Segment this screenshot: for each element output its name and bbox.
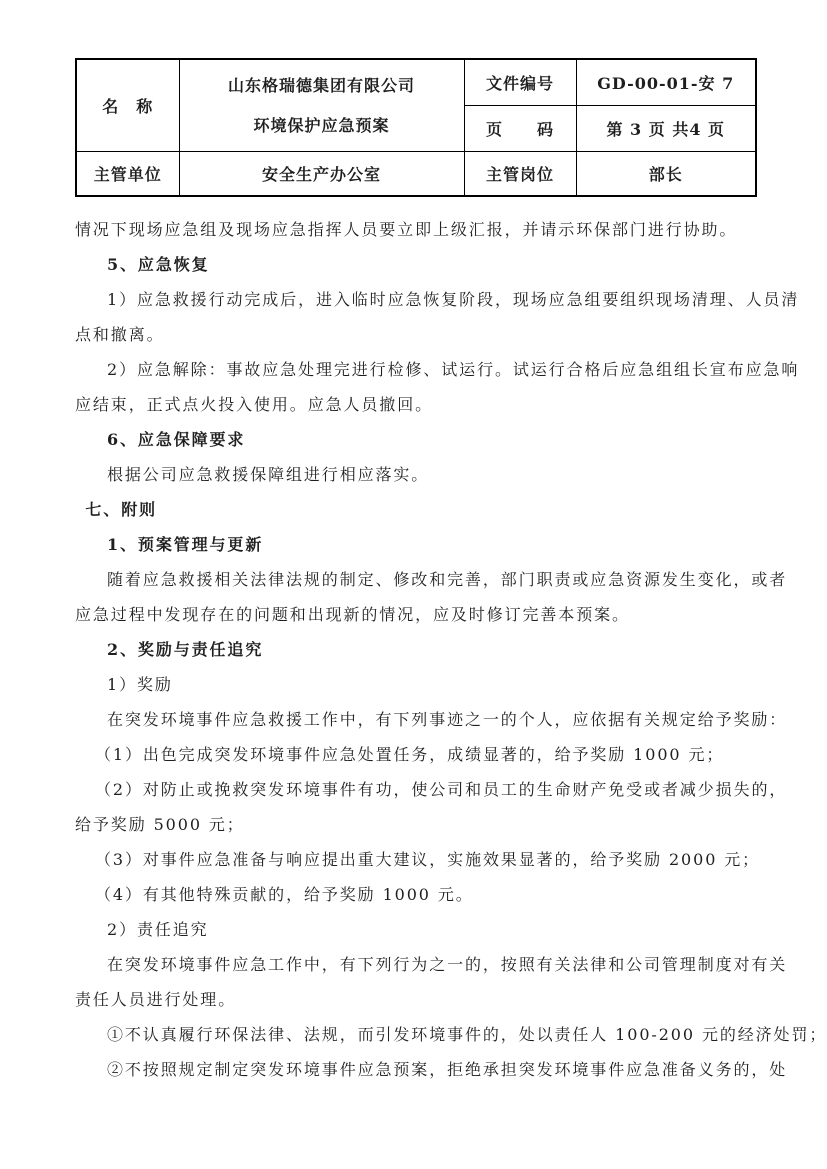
body-line: 1）奖励 [107,675,173,694]
section-heading: 1、预案管理与更新 [107,535,264,554]
body-line: 1）应急救援行动完成后，进入临时应急恢复阶段，现场应急组要组织现场清理、人员清 [107,290,800,309]
body-line: 点和撤离。 [75,325,165,344]
supervising-unit-value: 安全生产办公室 [179,152,464,197]
supervising-unit-label: 主管单位 [76,152,179,197]
page-number-value: 第 3 页 共4 页 [576,106,756,152]
body-line: 随着应急救援相关法律法规的制定、修改和完善，部门职责或应急资源发生变化，或者 [107,570,788,589]
doc-number-value: GD-00-01-安 7 [576,59,756,106]
body-line: （3）对事件应急准备与响应提出重大建议，实施效果显著的，给予奖励 2000 元； [95,850,761,869]
section-heading: 5、应急恢复 [107,255,210,274]
body-line: 责任人员进行处理。 [75,990,237,1009]
section-heading: 6、应急保障要求 [107,430,246,449]
doc-number-label: 文件编号 [464,59,576,106]
page-number-label: 页 码 [464,106,576,152]
body-line: 根据公司应急救援保障组进行相应落实。 [107,465,430,484]
body-line: 应结束，正式点火投入使用。应急人员撤回。 [75,395,434,414]
body-line: 在突发环境事件应急工作中，有下列行为之一的，按照有关法律和公司管理制度对有关 [107,955,788,974]
supervising-post-value: 部长 [576,152,756,197]
supervising-post-label: 主管岗位 [464,152,576,197]
section-heading: 2、奖励与责任追究 [107,640,264,659]
header-table [75,58,757,197]
body-line: ②不按照规定制定突发环境事件应急预案，拒绝承担突发环境事件应急准备义务的，处 [107,1060,788,1079]
document-title-line2: 环境保护应急预案 [253,115,390,135]
body-line: （4）有其他特殊贡献的，给予奖励 1000 元。 [95,885,474,904]
body-line: 情况下现场应急组及现场应急指挥人员要立即上级汇报，并请示环保部门进行协助。 [75,220,738,239]
body-line: 应急过程中发现存在的问题和出现新的情况，应及时修订完善本预案。 [75,605,630,624]
document-title-cell [179,59,464,152]
body-line: （1）出色完成突发环境事件应急处置任务，成绩显著的，给予奖励 1000 元； [95,745,725,764]
body-line: 给予奖励 5000 元； [75,815,245,834]
document-title-line1: 山东格瑞德集团有限公司 [227,75,415,95]
body-line: （2）对防止或挽救突发环境事件有功，使公司和员工的生命财产免受或者减少损失的， [95,780,788,799]
section-heading: 七、附则 [85,500,157,519]
body-line: 2）应急解除：事故应急处理完进行检修、试运行。试运行合格后应急组组长宣布应急响 [107,360,800,379]
body-line: 在突发环境事件应急救援工作中，有下列事迹之一的个人，应依据有关规定给予奖励： [107,710,788,729]
document-body [75,212,827,1087]
body-line: ①不认真履行环保法律、法规，而引发环境事件的，处以责任人 100-200 元的经济处罚； [107,1025,827,1044]
body-line: 2）责任追究 [107,920,209,939]
name-label: 名 称 [76,59,179,152]
